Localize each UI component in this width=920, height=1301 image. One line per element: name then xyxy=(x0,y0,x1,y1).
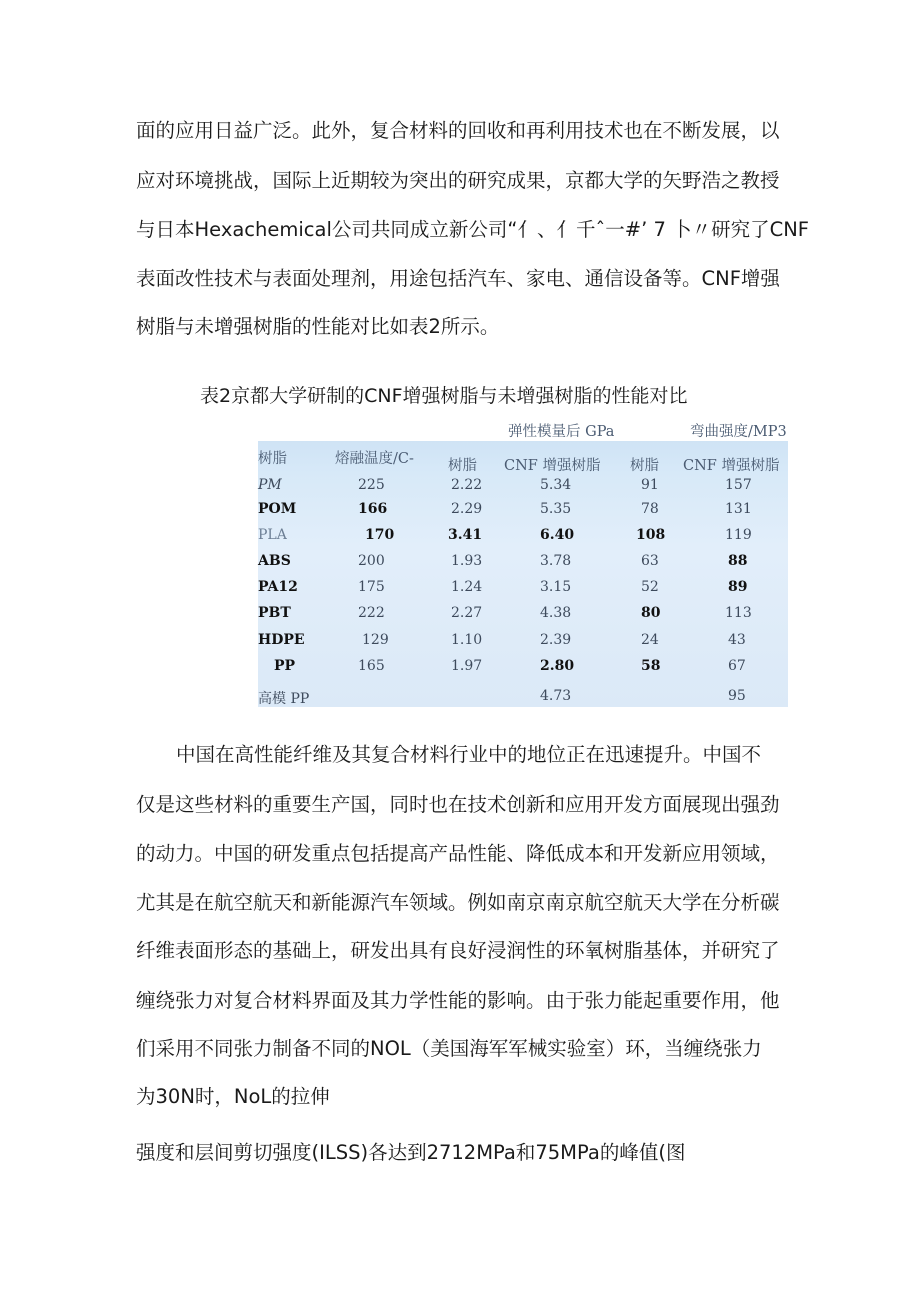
table-cell: PA12 xyxy=(258,579,298,595)
group-header-flexural: 弯曲强度/MP3 xyxy=(690,424,787,440)
table-cell: 2.22 xyxy=(451,477,483,493)
column-header: CNF 增强树脂 xyxy=(683,458,780,474)
table-cell: 2.29 xyxy=(451,501,483,517)
paragraph-line: 中国在高性能纤维及其复合材料行业中的地位正在迅速提升。中国不 xyxy=(176,743,762,766)
table-cell: 119 xyxy=(725,527,752,543)
table-cell: 166 xyxy=(358,501,388,517)
table-cell: PBT xyxy=(258,605,291,621)
table-cell: 78 xyxy=(641,501,659,517)
table-cell: 200 xyxy=(358,553,385,569)
table-cell: 129 xyxy=(362,632,389,648)
table-cell: 2.80 xyxy=(540,658,575,674)
table-cell: 63 xyxy=(641,553,659,569)
table-cell: 1.24 xyxy=(451,579,483,595)
table-cell: 52 xyxy=(641,579,659,595)
table-body-band xyxy=(258,441,788,707)
paragraph-line: 纤维表面形态的基础上，研发出具有良好浸润性的环氧树脂基体，并研究了 xyxy=(136,939,780,962)
table-cell: 4.38 xyxy=(540,605,572,621)
column-header: 树脂 xyxy=(448,458,477,474)
table-cell: 157 xyxy=(725,477,752,493)
table-cell: PM xyxy=(258,477,282,493)
paragraph-line: 尤其是在航空航天和新能源汽车领域。例如南京南京航空航天大学在分析碳 xyxy=(136,891,780,914)
table-cell: 24 xyxy=(641,632,659,648)
table-cell: ABS xyxy=(258,553,291,569)
table-cell: 113 xyxy=(725,605,752,621)
paragraph-line: 与日本Hexachemical公司共同成立新公司“亻、亻千ˆ一#’ 7 卜〃研究了CNF xyxy=(136,218,809,241)
column-header: 树脂 xyxy=(258,451,287,467)
table-cell: 1.93 xyxy=(451,553,483,569)
paragraph-line: 缠绕张力对复合材料界面及其力学性能的影响。由于张力能起重要作用，他 xyxy=(136,989,780,1012)
table-cell: 2.27 xyxy=(451,605,483,621)
table-cell: 165 xyxy=(358,658,385,674)
column-header: 熔融温度/C- xyxy=(335,451,414,467)
paragraph-line: 表面改性技术与表面处理剂，用途包括汽车、家电、通信设备等。CNF增强 xyxy=(136,267,780,290)
table-cell: 1.97 xyxy=(451,658,483,674)
paragraph-line: 的动力。中国的研发重点包括提高产品性能、降低成本和开发新应用领域， xyxy=(136,842,780,865)
table-cell: HDPE xyxy=(258,632,305,648)
table-cell: 3.15 xyxy=(540,579,572,595)
table-cell: 108 xyxy=(636,527,666,543)
table-cell: 80 xyxy=(641,605,661,621)
table-cell: 91 xyxy=(641,477,659,493)
table-cell: 89 xyxy=(728,579,748,595)
paragraph-line: 们采用不同张力制备不同的NOL（美国海军军械实验室）环，当缠绕张力 xyxy=(136,1037,762,1060)
table-cell: 222 xyxy=(358,605,385,621)
paragraph-line: 强度和层间剪切强度(ILSS)各达到2712MPa和75MPa的峰值(图 xyxy=(136,1141,686,1164)
table-cell: 1.10 xyxy=(451,632,483,648)
table-cell: 131 xyxy=(725,501,752,517)
table-cell: 2.39 xyxy=(540,632,572,648)
paragraph-line: 仅是这些材料的重要生产国，同时也在技术创新和应用开发方面展现出强劲 xyxy=(136,793,780,816)
paragraph-line: 树脂与未增强树脂的性能对比如表2所示。 xyxy=(136,315,500,338)
table-caption: 表2京都大学研制的CNF增强树脂与未增强树脂的性能对比 xyxy=(200,385,688,407)
table-cell: 170 xyxy=(365,527,395,543)
group-header-modulus: 弹性模量后 GPa xyxy=(508,424,615,440)
table-cell: 225 xyxy=(358,477,385,493)
table-cell: POM xyxy=(258,501,297,517)
table-cell: 175 xyxy=(358,579,385,595)
paragraph-line: 面的应用日益广泛。此外，复合材料的回收和再利用技术也在不断发展，以 xyxy=(136,119,780,142)
table-cell: 5.35 xyxy=(540,501,572,517)
table-cell: 3.41 xyxy=(448,527,483,543)
table-cell: 4.73 xyxy=(540,688,572,704)
table-cell: 6.40 xyxy=(540,527,575,543)
paragraph-line: 为30N时，NoL的拉伸 xyxy=(136,1085,330,1108)
column-header: 树脂 xyxy=(630,458,659,474)
table-cell: 95 xyxy=(728,688,746,704)
table-cell: 43 xyxy=(728,632,746,648)
table-cell: 5.34 xyxy=(540,477,572,493)
paragraph-line: 应对环境挑战，国际上近期较为突出的研究成果，京都大学的矢野浩之教授 xyxy=(136,169,780,192)
table-cell: 高模 PP xyxy=(258,691,310,707)
table-cell: 3.78 xyxy=(540,553,572,569)
column-header: CNF 增强树脂 xyxy=(504,458,601,474)
data-table xyxy=(258,416,788,707)
table-cell: 58 xyxy=(641,658,661,674)
table-cell: 88 xyxy=(728,553,748,569)
table-cell: 67 xyxy=(728,658,746,674)
table-cell: PP xyxy=(274,658,296,674)
table-cell: PLA xyxy=(258,527,287,543)
